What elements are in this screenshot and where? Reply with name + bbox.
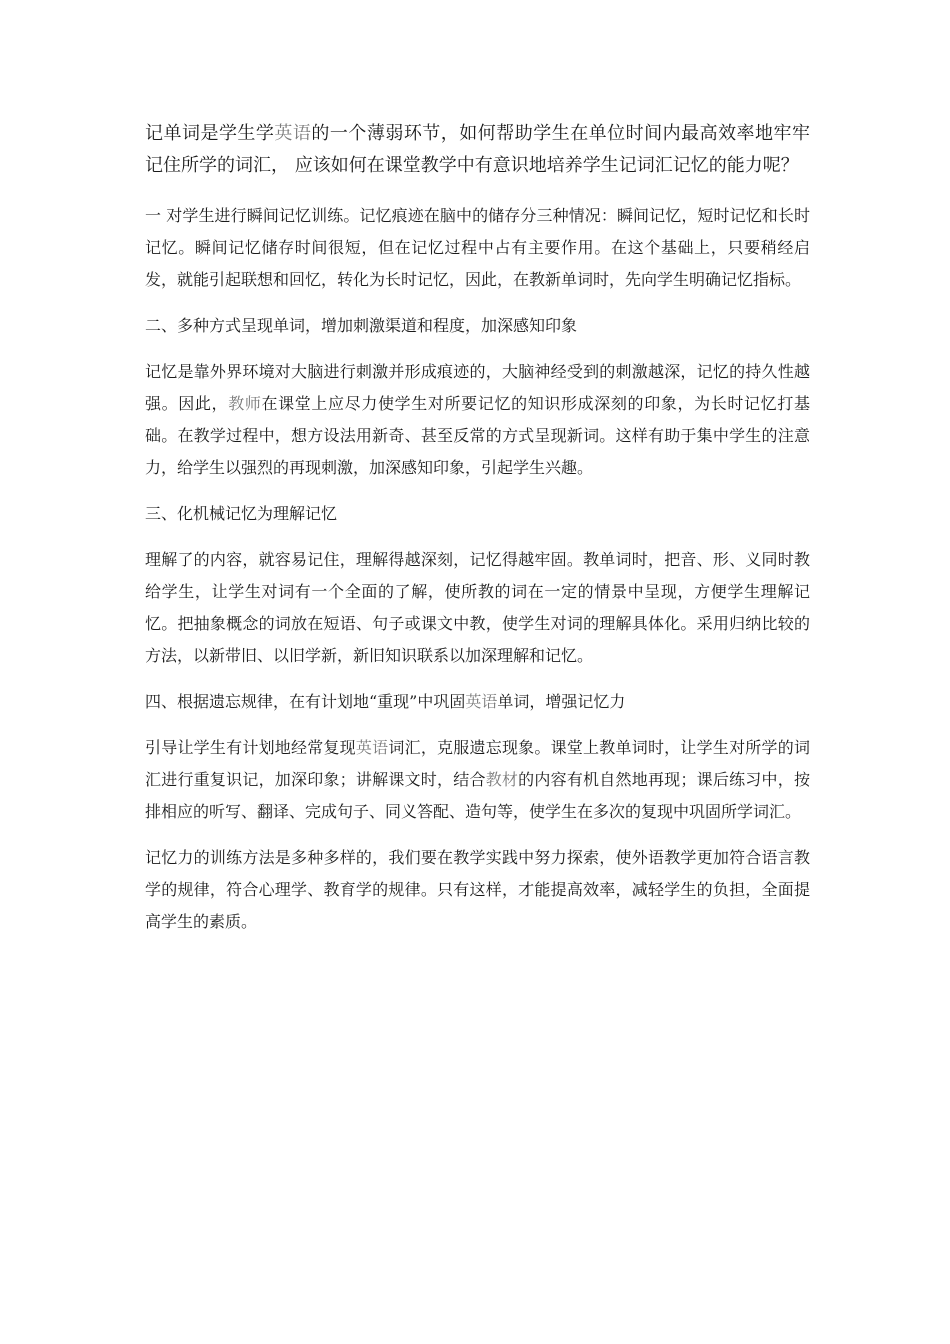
section-4-heading-text-cont: 单词，增强记忆力 [497,692,626,711]
textbook-link[interactable]: 教材 [485,770,519,789]
section-2-heading: 二、多种方式呈现单词，增加刺激渠道和程度，加深感知印象 [145,316,578,335]
section-3-heading: 三、化机械记忆为理解记忆 [145,504,338,523]
section-4-text: 引导让学生有计划地经常复现 [145,738,356,757]
teacher-link[interactable]: 教师 [228,394,262,413]
section-4-paragraph [145,732,810,828]
section-2-text: 记忆是靠外界环境对大脑进行刺激并形成痕迹的，大脑神经受到的刺激越深，记忆的持久性越强。因此， [145,362,810,413]
intro-paragraph [145,118,810,182]
intro-text: 记单词是学生学 [145,123,275,144]
section-4-text-cont: 词汇，克服遗忘现象。课堂上教单词时，让学生对所学的词汇进行重复识记，加深印象；讲解课文时，结合 [145,738,810,789]
document-body [145,118,810,952]
section-4-text-end: 的内容有机自然地再现；课后练习中，按排相应的听写、翻译、完成句子、同义答配、造句等，使学生在多次的复现中巩固所学词汇。 [145,770,810,821]
section-2-paragraph [145,356,810,484]
section-4-heading-text: 四、根据遗忘规律，在有计划地“重现”中巩固 [145,692,466,711]
english-link[interactable]: 英语 [274,123,312,144]
english-link[interactable]: 英语 [465,692,498,711]
section-4-heading [145,686,810,718]
conclusion-paragraph: 记忆力的训练方法是多种多样的，我们要在教学实践中努力探索，使外语教学更加符合语言教学的规律，符合心理学、教育学的规律。只有这样，才能提高效率，减轻学生的负担，全面提高学生的素质。 [145,848,810,931]
english-link[interactable]: 英语 [355,738,389,757]
intro-text-cont: 的一个薄弱环节，如何帮助学生在单位时间内最高效率地牢牢记住所学的词汇， 应该如何在课堂教学中有意识地培养学生记词汇记忆的能力呢？ [145,123,811,176]
section-3-paragraph: 理解了的内容，就容易记住，理解得越深刻，记忆得越牢固。教单词时，把音、形、义同时教给学生，让学生对词有一个全面的了解，使所教的词在一定的情景中呈现，方便学生理解记忆。把抽象概念的词放在短语、句子或课文中教，使学生对词的理解具体化。采用归纳比较的方法，以新带旧、以旧学新，新旧知识联系以加深理解和记忆。 [145,550,810,665]
section-2-text-cont: 在课堂上应尽力使学生对所要记忆的知识形成深刻的印象，为长时记忆打基础。在教学过程中，想方设法用新奇、甚至反常的方式呈现新词。这样有助于集中学生的注意力，给学生以强烈的再现刺激，加深感知印象，引起学生兴趣。 [145,394,810,477]
section-1-paragraph: 一 对学生进行瞬间记忆训练。记忆痕迹在脑中的储存分三种情况：瞬间记忆，短时记忆和长时记忆。瞬间记忆储存时间很短，但在记忆过程中占有主要作用。在这个基础上，只要稍经启发，就能引起联想和回忆，转化为长时记忆，因此，在教新单词时，先向学生明确记忆指标。 [145,206,810,289]
